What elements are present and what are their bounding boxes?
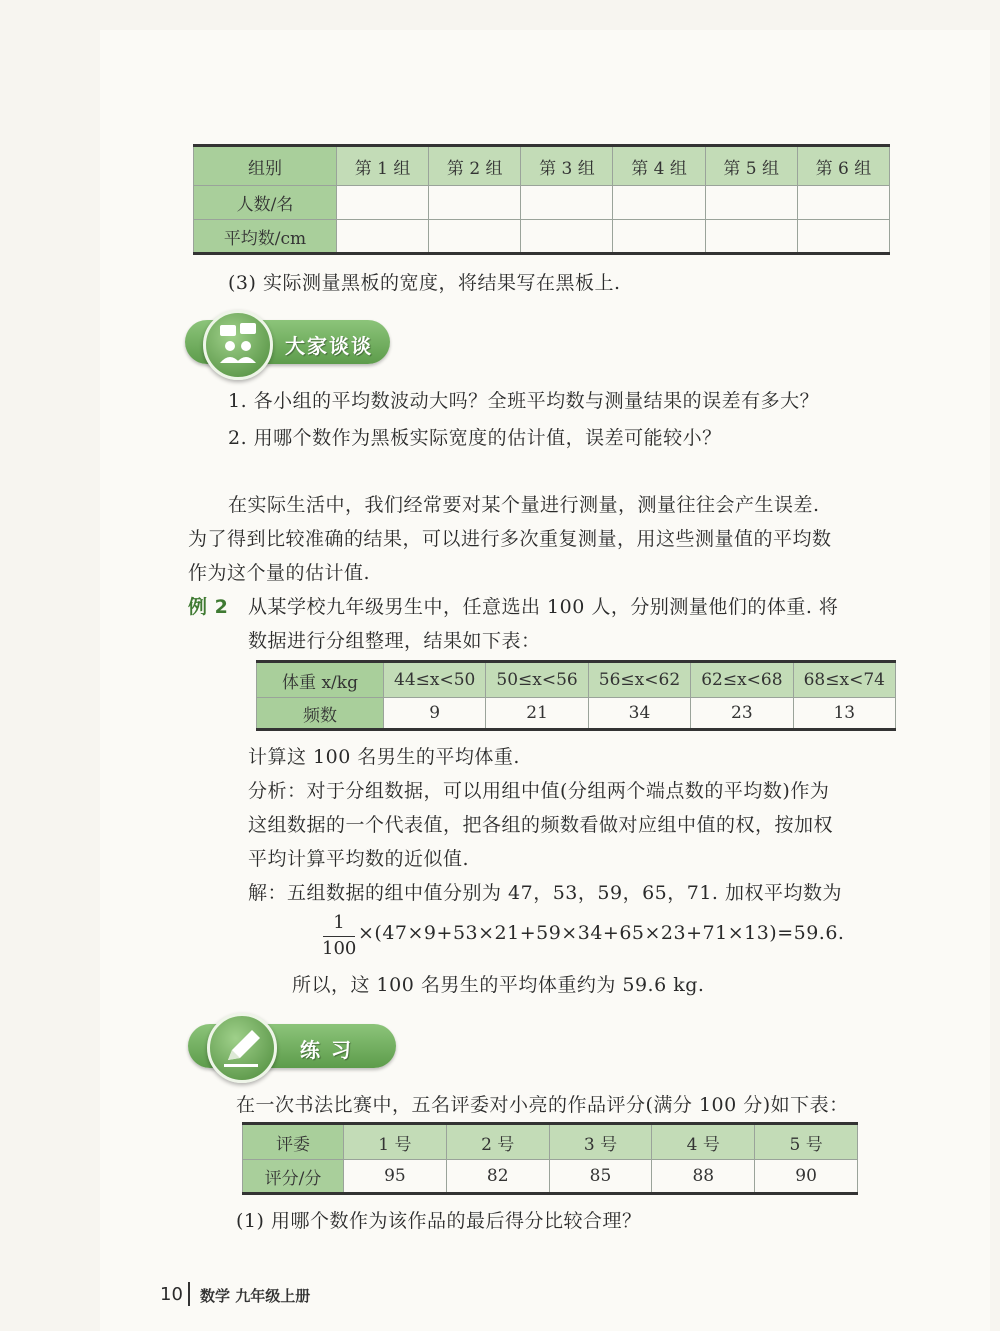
score-cell: 82 xyxy=(446,1160,549,1194)
freq-cell: 13 xyxy=(793,698,895,730)
group-table xyxy=(193,144,890,255)
score-cell: 90 xyxy=(755,1160,858,1194)
conclusion-text: 所以，这 100 名男生的平均体重约为 59.6 kg. xyxy=(292,974,705,996)
freq-cell: 34 xyxy=(588,698,690,730)
table-cell xyxy=(429,220,521,254)
table-cell xyxy=(613,220,705,254)
table-header-cell: 体重 x/kg xyxy=(257,662,384,698)
table-header-cell: 第 1 组 xyxy=(337,146,429,186)
freq-cell: 9 xyxy=(384,698,486,730)
table-cell xyxy=(337,220,429,254)
paragraph-line-3: 作为这个量的估计值. xyxy=(188,562,371,584)
judge-cell: 2 号 xyxy=(446,1124,549,1160)
judge-cell: 1 号 xyxy=(344,1124,447,1160)
freq-cell: 21 xyxy=(486,698,588,730)
book-title: 数学 九年级上册 xyxy=(200,1287,311,1305)
score-cell: 85 xyxy=(549,1160,652,1194)
solution-line-1: 解：五组数据的组中值分别为 47，53，59，65，71. 加权平均数为 xyxy=(248,882,843,904)
row-label: 平均数/cm xyxy=(194,220,337,254)
weight-table xyxy=(256,660,896,731)
range-cell: 56≤x<62 xyxy=(588,662,690,698)
example-line-1: 从某学校九年级男生中，任意选出 100 人，分别测量他们的体重. 将 xyxy=(248,596,839,618)
judge-cell: 4 号 xyxy=(652,1124,755,1160)
paragraph-line-1: 在实际生活中，我们经常要对某个量进行测量，测量往往会产生误差. xyxy=(228,494,820,516)
fraction-bar xyxy=(323,936,355,937)
table-header-cell: 第 4 组 xyxy=(613,146,705,186)
example-task: 计算这 100 名男生的平均体重. xyxy=(248,746,520,768)
discuss-title: 大家谈谈 xyxy=(285,334,373,358)
example-label: 例 2 xyxy=(188,596,229,618)
table-cell xyxy=(797,220,889,254)
example-line-2: 数据进行分组整理，结果如下表： xyxy=(248,630,541,652)
range-cell: 68≤x<74 xyxy=(793,662,895,698)
analysis-line-1: 分析：对于分组数据，可以用组中值(分组两个端点数的平均数)作为 xyxy=(248,780,830,802)
discuss-question-2: 2. 用哪个数作为黑板实际宽度的估计值，误差可能较小？ xyxy=(228,427,722,449)
table-header-cell: 第 6 组 xyxy=(797,146,889,186)
table-header-cell: 第 2 组 xyxy=(429,146,521,186)
table-cell xyxy=(521,220,613,254)
judge-cell: 5 号 xyxy=(755,1124,858,1160)
table-header-cell: 组别 xyxy=(194,146,337,186)
table-header-cell: 评委 xyxy=(243,1124,344,1160)
score-table xyxy=(242,1122,858,1195)
table-cell xyxy=(429,186,521,220)
discuss-question-1: 1. 各小组的平均数波动大吗？全班平均数与测量结果的误差有多大？ xyxy=(228,390,820,412)
page-number: 10 xyxy=(160,1284,183,1305)
footer-divider xyxy=(188,1282,190,1306)
paragraph-line-2: 为了得到比较准确的结果，可以进行多次重复测量，用这些测量值的平均数 xyxy=(188,528,832,550)
table-header-cell: 第 3 组 xyxy=(521,146,613,186)
step-3-text: (3) 实际测量黑板的宽度，将结果写在黑板上. xyxy=(228,272,621,294)
row-label: 人数/名 xyxy=(194,186,337,220)
range-cell: 44≤x<50 xyxy=(384,662,486,698)
score-cell: 88 xyxy=(652,1160,755,1194)
pencil-icon xyxy=(207,1013,277,1083)
formula-text: ×(47×9+53×21+59×34+65×23+71×13)=59.6. xyxy=(358,922,845,944)
table-header-cell: 第 5 组 xyxy=(705,146,797,186)
score-cell: 95 xyxy=(344,1160,447,1194)
row-label: 频数 xyxy=(257,698,384,730)
exercise-question-1: (1) 用哪个数作为该作品的最后得分比较合理？ xyxy=(236,1210,642,1232)
table-cell xyxy=(613,186,705,220)
fraction-numerator: 1 xyxy=(333,912,345,933)
table-cell xyxy=(705,220,797,254)
analysis-line-2: 这组数据的一个代表值，把各组的频数看做对应组中值的权，按加权 xyxy=(248,814,834,836)
judge-cell: 3 号 xyxy=(549,1124,652,1160)
table-cell xyxy=(337,186,429,220)
analysis-line-3: 平均计算平均数的近似值. xyxy=(248,848,470,870)
table-cell xyxy=(705,186,797,220)
table-cell xyxy=(521,186,613,220)
range-cell: 62≤x<68 xyxy=(691,662,793,698)
discuss-people-icon xyxy=(203,310,273,380)
exercise-title: 练 习 xyxy=(300,1038,353,1062)
fraction-denominator: 100 xyxy=(322,938,357,959)
range-cell: 50≤x<56 xyxy=(486,662,588,698)
table-cell xyxy=(797,186,889,220)
freq-cell: 23 xyxy=(691,698,793,730)
row-label: 评分/分 xyxy=(243,1160,344,1194)
exercise-intro: 在一次书法比赛中，五名评委对小亮的作品评分(满分 100 分)如下表： xyxy=(236,1094,849,1116)
